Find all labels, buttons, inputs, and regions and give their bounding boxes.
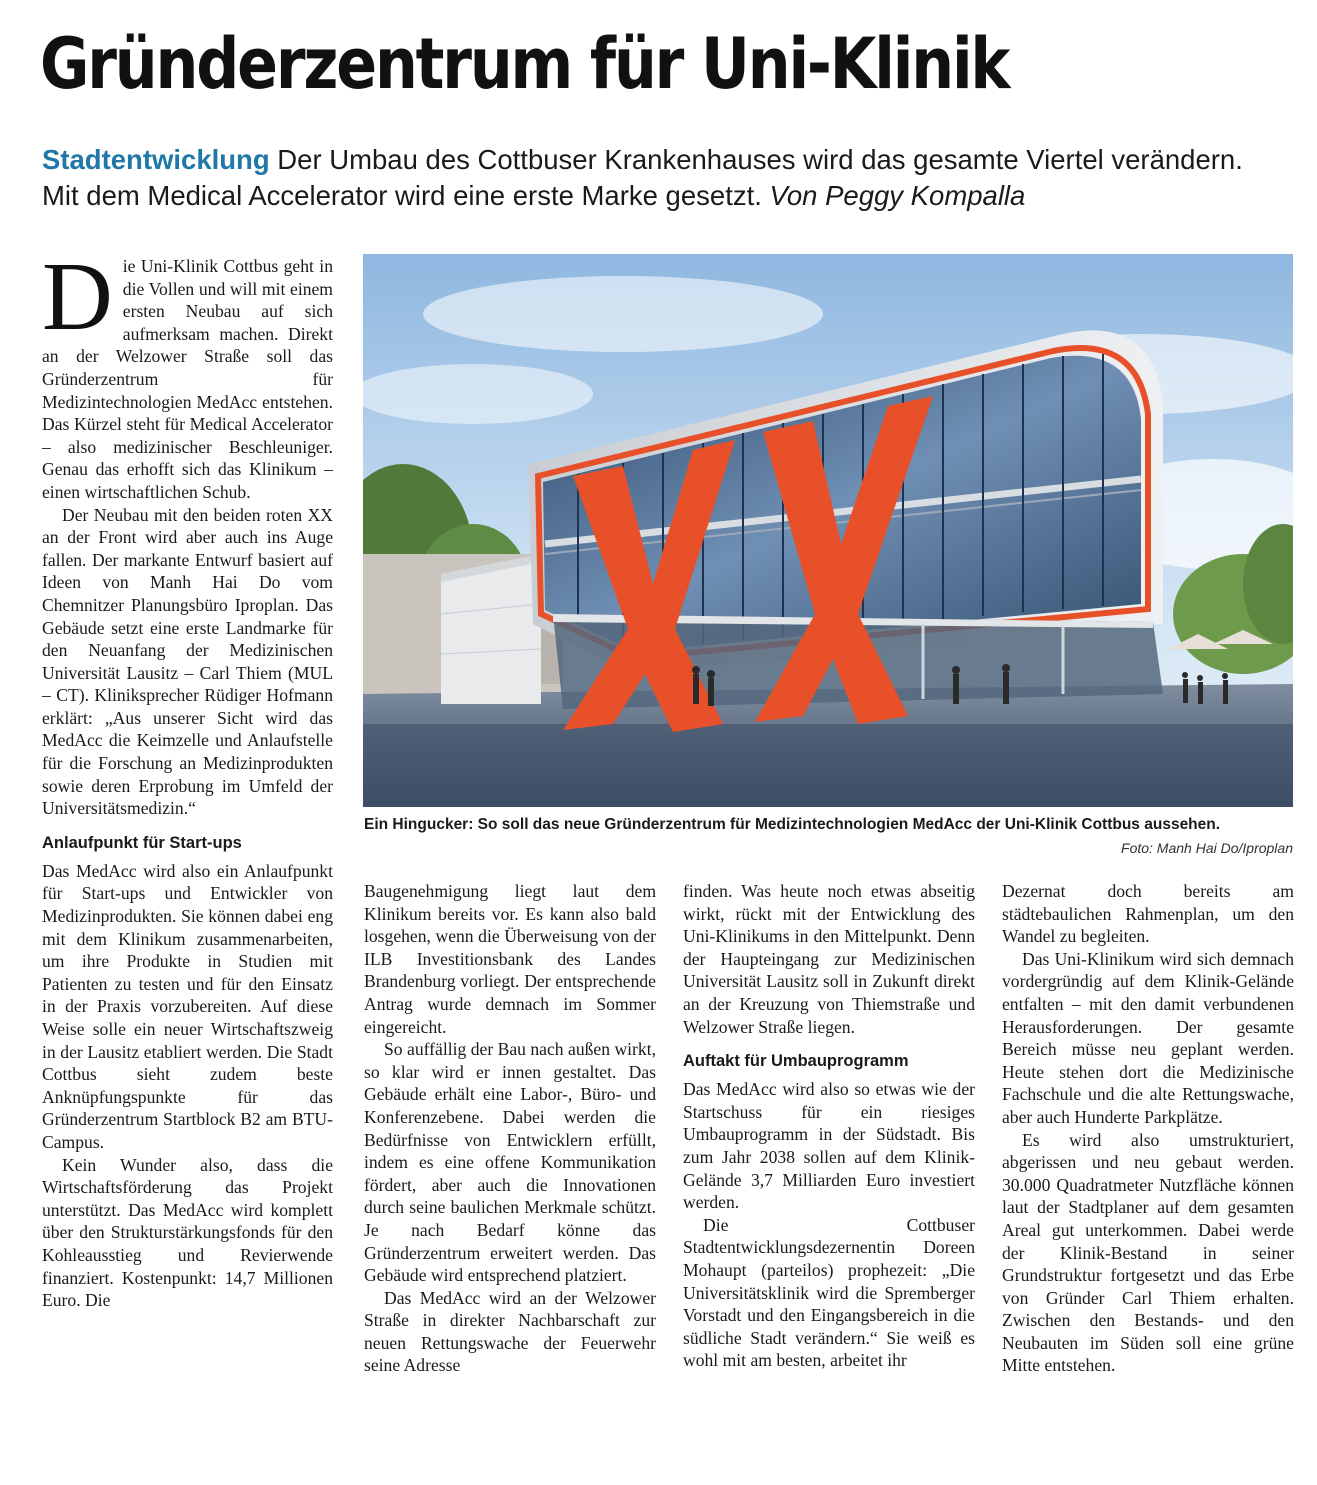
article-column-4	[1002, 880, 1294, 1377]
subheading-startups: Anlaufpunkt für Start-ups	[42, 833, 242, 852]
lead-text: ie Uni-Klinik Cottbus geht in die Vollen und will mit einem ersten Neubau auf sich aufmerksam machen. Direkt an der Welzower Straße soll das Gründerzentrum für Medizintechnologien MedAcc entstehen. Das Kürzel steht für Medical Accelerator – also medizinischer Beschleuniger. Genau das erhofft sich das Klinikum – einen wirtschaftlichen Schub.	[42, 256, 333, 502]
paragraph: Dezernat doch bereits am städtebaulichen Rahmenplan, um den Wandel zu begleiten.	[1002, 881, 1294, 947]
article-column-2	[364, 880, 656, 1377]
paragraph: Das Uni-Klinikum wird sich demnach vordergründig auf dem Klinik-Gelände entfalten – mit den damit verbundenen Herausforderungen. Der gesamte Bereich müsse neu geplant werden. Heute stehen dort die Medizinische Fachschule und die alte Rettungswache, aber auch Hunderte Parkplätze.	[1002, 948, 1294, 1127]
kicker: Stadtentwicklung	[42, 144, 270, 175]
teaser-text: Der Umbau des Cottbuser Krankenhauses wird das gesamte Viertel verändern. Mit dem Medical Accelerator wird eine erste Marke gesetzt.	[42, 144, 1243, 211]
paragraph: finden. Was heute noch etwas abseitig wirkt, rückt mit der Entwicklung des Uni-Klinikums in den Mittelpunkt. Denn der Haupteingang zur Medizinischen Universität Lausitz soll in Zukunft direkt an der Kreuzung von Thiemstraße und Welzower Straße liegen.	[683, 881, 975, 1037]
building-rendering-photo	[363, 254, 1293, 807]
headline: Gründerzentrum für Uni-Klinik	[40, 23, 1009, 105]
paragraph: Es wird also umstrukturiert, abgerissen und neu gebaut werden. 30.000 Quadratmeter Nutzfläche können laut der Stadtplaner auf dem gesamten Areal gut unterkommen. Dabei werde der Klinik-Bestand in seiner Grundstruktur fortgesetzt und das Erbe von Gründer Carl Thiem erhalten. Zwischen den Bestands- und den Neubauten im Süden soll eine grüne Mitte entstehen.	[1002, 1129, 1294, 1376]
paragraph: So auffällig der Bau nach außen wirkt, so klar wird er innen gestaltet. Das Gebäude erhält eine Labor-, Büro- und Konferenzebene. Dabei werden die Bedürfnisse von Entwicklern erfüllt, indem es eine offene Kommunikation fördert, aber auch die Innovationen durch seine baulichen Merkmale schützt. Je nach Bedarf könne das Gründerzentrum erweitert werden. Das Gebäude wird entsprechend platziert.	[364, 1039, 656, 1286]
subheadline	[42, 142, 1282, 214]
lead-paragraph	[42, 243, 333, 504]
paragraph: Kein Wunder also, dass die Wirtschaftsförderung das Projekt unterstützt. Das MedAcc wird komplett über den Strukturstärkungsfonds für den Kohleausstieg und Revierwende finanziert. Kostenpunkt: 14,7 Millionen Euro. Die	[42, 1154, 333, 1311]
photo-caption: Ein Hingucker: So soll das neue Gründerzentrum für Medizintechnologien MedAcc der Uni-Klinik Cottbus aussehen.	[364, 816, 1221, 833]
author-byline: Von Peggy Kompalla	[769, 180, 1026, 211]
building-illustration	[363, 254, 1293, 807]
paragraph: Baugenehmigung liegt laut dem Klinikum bereits vor. Es kann also bald losgehen, wenn die Überweisung von der ILB Investitionsbank des Landes Brandenburg vorliegt. Der entsprechende Antrag wurde demnach im Sommer eingereicht.	[364, 881, 656, 1037]
article-column-3	[683, 880, 975, 1372]
article-column-1	[42, 243, 333, 1312]
paragraph: Die Cottbuser Stadtentwicklungsdezernentin Doreen Mohaupt (parteilos) prophezeit: „Die Universitätsklinik wird die Spremberger Vorstadt und den Eingangsbereich in die südliche Stadt verändern.“ Sie weiß es wohl mit am besten, arbeitet ihr	[683, 1214, 975, 1371]
subheading-umbauprogramm: Auftakt für Umbauprogramm	[683, 1052, 909, 1071]
paragraph: Das MedAcc wird also ein Anlaufpunkt für Start-ups und Entwickler von Medizinprodukten. Sie können dabei eng mit dem Klinikum zusammenarbeiten, um ihre Produkte in Studien mit Patienten zu testen und für den Einsatz in der Praxis vorzubereiten. Auf diese Weise solle ein neuer Wirtschaftszweig in der Lausitz etabliert werden. Die Stadt Cottbus sieht zudem beste Anknüpfungspunkte für das Gründerzentrum Startblock B2 am BTU-Campus.	[42, 860, 333, 1152]
photo-credit: Foto: Manh Hai Do/Iproplan	[1121, 840, 1293, 856]
paragraph: Das MedAcc wird also so etwas wie der Startschuss für ein riesiges Umbauprogramm in der Südstadt. Bis zum Jahr 2038 sollen auf dem Klinik-Gelände 3,7 Milliarden Euro investiert werden.	[683, 1079, 975, 1213]
paragraph: Das MedAcc wird an der Welzower Straße in direkter Nachbarschaft zur neuen Rettungswache der Feuerwehr seine Adresse	[364, 1287, 656, 1376]
drop-cap: D	[42, 243, 113, 351]
paragraph: Der Neubau mit den beiden roten XX an der Front wird aber auch ins Auge fallen. Der markante Entwurf basiert auf Ideen von Manh Hai Do vom Chemnitzer Planungsbüro Iproplan. Das Gebäude setzt eine erste Landmarke für den Neuanfang der Medizinischen Universität Lausitz – Carl Thiem (MUL – CT). Kliniksprecher Rüdiger Hofmann erklärt: „Aus unserer Sicht wird das MedAcc die Keimzelle und Anlaufstelle für die Forschung an Medizinprodukten sowie deren Erprobung im Umfeld der Universitätsmedizin.“	[42, 504, 333, 819]
